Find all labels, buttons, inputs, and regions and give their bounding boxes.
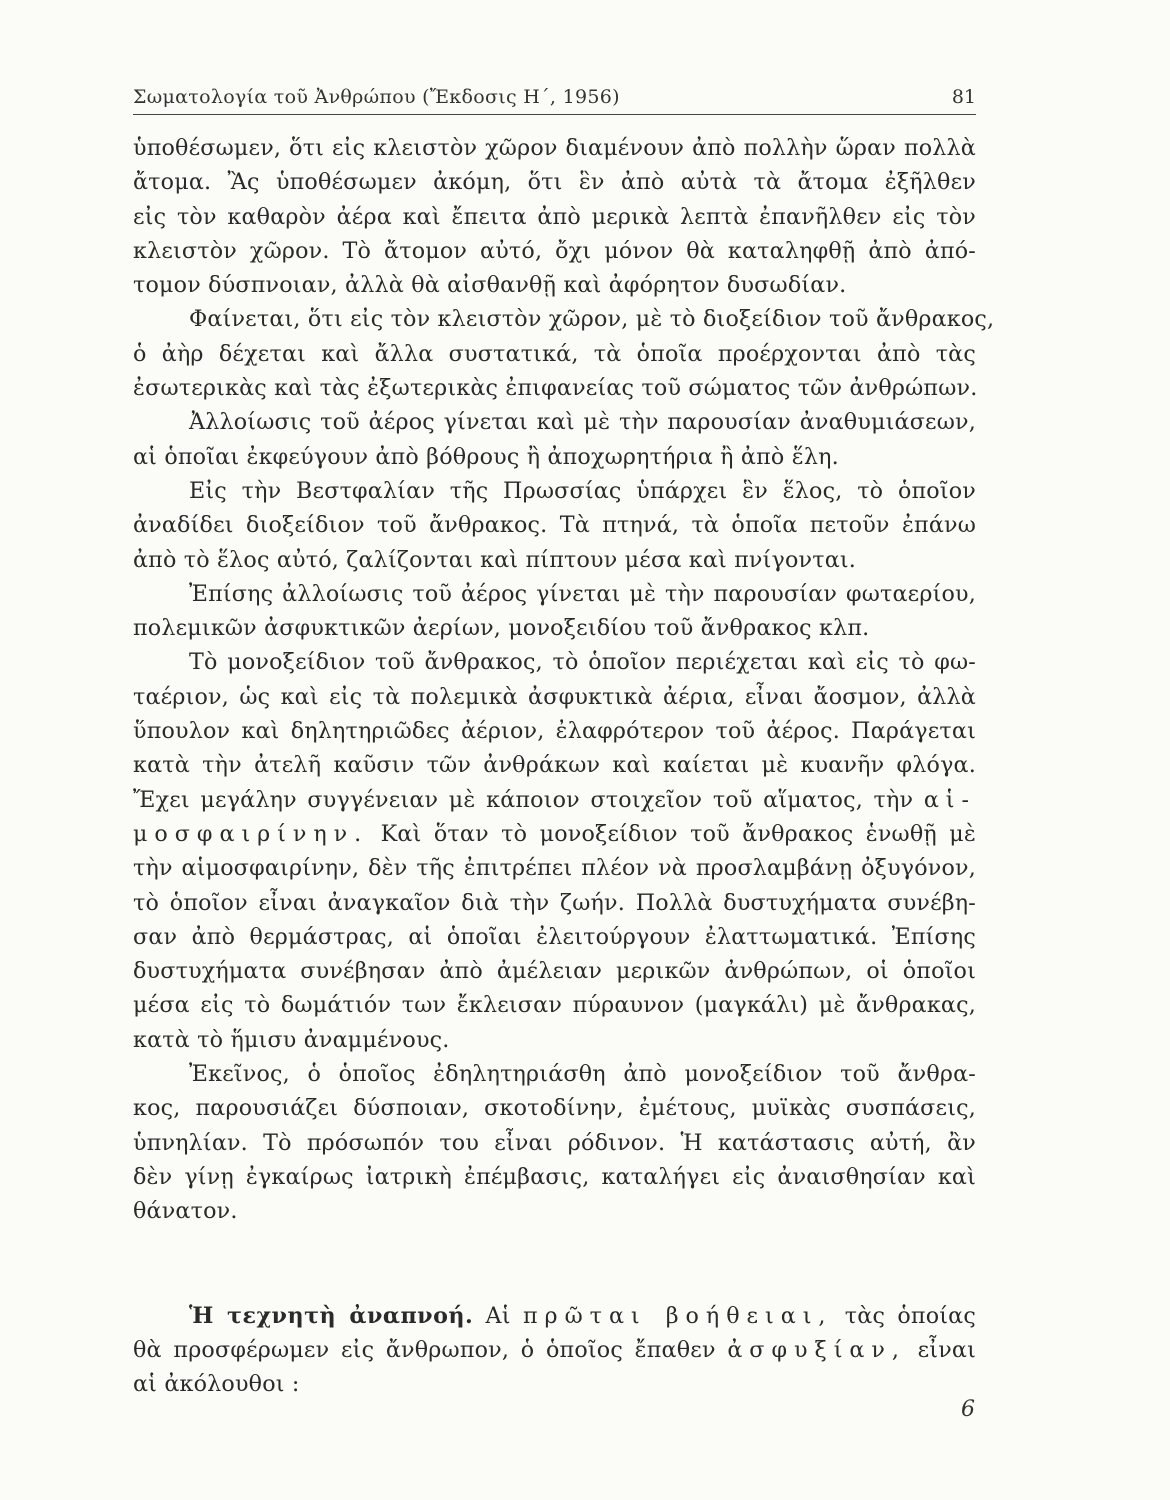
spaced-emphasis: αἱ-	[923, 786, 976, 813]
text-line: τὸ ὁποῖον εἶναι ἀναγκαῖον διὰ τὴν ζωήν. Πολλὰ δυστυχήματα συνέβη-	[133, 889, 976, 916]
body-text	[133, 131, 995, 1401]
text-run: Καὶ ὅταν τὸ μονοξείδιον τοῦ ἄνθρακος ἑνωθῇ μὲ	[380, 820, 976, 847]
text-run: Ἔχει μεγάλην συγγένειαν μὲ κάποιον στοιχεῖον τοῦ αἵματος, τὴν	[133, 786, 914, 813]
page-number: 81	[951, 86, 976, 108]
spaced-emphasis: ἀσφυξίαν,	[727, 1336, 906, 1363]
spaced-emphasis: πρῶται βοήθειαι,	[522, 1302, 833, 1329]
text-line: δυστυχήματα συνέβησαν ἀπὸ ἀμέλειαν μερικῶν ἀνθρώπων, οἱ ὁποῖοι	[133, 958, 976, 985]
text-line: τομον δύσπνοιαν, ἀλλὰ θὰ αἰσθανθῇ καὶ ἀφόρητον δυσωδίαν.	[133, 272, 847, 299]
text-line	[133, 1333, 976, 1367]
text-line: Εἰς τὴν Βεστφαλίαν τῆς Πρωσσίας ὑπάρχει ἓν ἕλος, τὸ ὁποῖον	[189, 477, 976, 504]
text-line: ἐσωτερικὰς καὶ τὰς ἐξωτερικὰς ἐπιφανείας τοῦ σώματος τῶν ἀνθρώπων.	[133, 375, 978, 402]
text-line: ἀπὸ τὸ ἕλος αὐτό, ζαλίζονται καὶ πίπτουν μέσα καὶ πνίγονται.	[133, 546, 857, 573]
text-line: ἄτομα. Ἂς ὑποθέσωμεν ἀκόμη, ὅτι ἓν ἀπὸ αὐτὰ τὰ ἄτομα ἐξῆλθεν	[133, 169, 976, 196]
page-header	[133, 84, 976, 115]
text-run: τὰς ὁποίας	[844, 1302, 976, 1329]
text-run: θὰ προσφέρωμεν εἰς ἄνθρωπον, ὁ ὁποῖος ἔπαθεν	[133, 1336, 716, 1363]
text-line: ταέριον, ὡς καὶ εἰς τὰ πολεμικὰ ἀσφυκτικὰ ἀέρια, εἶναι ἄοσμον, ἀλλὰ	[133, 683, 976, 710]
text-line: ὑπνηλίαν. Τὸ πρόσωπόν του εἶναι ρόδινον. Ἡ κατάστασις αὐτή, ἂν	[133, 1129, 976, 1156]
text-line: ὕπουλον καὶ δηλητηριῶδες ἀέριον, ἐλαφρότερον τοῦ ἀέρος. Παράγεται	[133, 718, 976, 745]
text-run: Αἱ	[485, 1302, 511, 1329]
spaced-emphasis: μοσφαιρίνην.	[133, 820, 369, 847]
text-line	[133, 817, 976, 851]
text-line: σαν ἀπὸ θερμάστρας, αἱ ὁποῖαι ἐλειτούργουν ἐλαττωματικά. Ἐπίσης	[133, 923, 976, 950]
text-line	[133, 783, 976, 817]
text-line: εἰς τὸν καθαρὸν ἀέρα καὶ ἔπειτα ἀπὸ μερικὰ λεπτὰ ἐπανῆλθεν εἰς τὸν	[133, 203, 976, 230]
text-line: Τὸ μονοξείδιον τοῦ ἄνθρακος, τὸ ὁποῖον περιέχεται καὶ εἰς τὸ φω-	[189, 649, 976, 676]
text-line: κλειστὸν χῶρον. Τὸ ἄτομον αὐτό, ὄχι μόνον θὰ καταληφθῇ ἀπὸ ἀπό-	[133, 237, 976, 264]
text-line: δὲν γίνῃ ἐγκαίρως ἰατρικὴ ἐπέμβασις, καταλήγει εἰς ἀναισθησίαν καὶ	[133, 1163, 976, 1190]
running-title: Σωματολογία τοῦ Ἀνθρώπου (Ἔκδοσις Η΄, 1956)	[133, 86, 620, 108]
section-heading: Ἡ τεχνητὴ ἀναπνοή.	[189, 1302, 474, 1329]
text-line: Ἐκεῖνος, ὁ ὁποῖος ἐδηλητηριάσθη ἀπὸ μονοξείδιον τοῦ ἄνθρα-	[189, 1061, 976, 1088]
section-first-line	[133, 1299, 976, 1333]
text-line: κος, παρουσιάζει δύσποιαν, σκοτοδίνην, ἐμέτους, μυϊκὰς συσπάσεις,	[133, 1095, 976, 1122]
text-line: θάνατον.	[133, 1198, 238, 1225]
text-line: τὴν αἱμοσφαιρίνην, δὲν τῆς ἐπιτρέπει πλέον νὰ προσλαμβάνῃ ὀξυγόνον,	[133, 855, 976, 882]
text-line: Φαίνεται, ὅτι εἰς τὸν κλειστὸν χῶρον, μὲ τὸ διοξείδιον τοῦ ἄνθρακος,	[189, 306, 995, 333]
text-line: αἱ ἀκόλουθοι :	[133, 1371, 300, 1398]
signature-mark: 6	[961, 1397, 975, 1422]
text-line: Ἀλλοίωσις τοῦ ἀέρος γίνεται καὶ μὲ τὴν παρουσίαν ἀναθυμιάσεων,	[189, 409, 976, 436]
text-line: αἱ ὁποῖαι ἐκφεύγουν ἀπὸ βόθρους ἢ ἀποχωρητήρια ἢ ἀπὸ ἕλη.	[133, 443, 839, 470]
text-line: κατὰ τὴν ἀτελῆ καῦσιν τῶν ἀνθράκων καὶ καίεται μὲ κυανῆν φλόγα.	[133, 752, 976, 779]
text-line: Ἐπίσης ἀλλοίωσις τοῦ ἀέρος γίνεται μὲ τὴν παρουσίαν φωταερίου,	[189, 580, 976, 607]
text-line: ὑποθέσωμεν, ὅτι εἰς κλειστὸν χῶρον διαμένουν ἀπὸ πολλὴν ὥραν πολλὰ	[133, 135, 976, 161]
text-line: πολεμικῶν ἀσφυκτικῶν ἀερίων, μονοξειδίου τοῦ ἄνθρακος κλπ.	[133, 615, 870, 642]
text-line: κατὰ τὸ ἥμισυ ἀναμμένους.	[133, 1026, 450, 1053]
text-run: εἶναι	[917, 1336, 976, 1363]
text-line: ὁ ἀὴρ δέχεται καὶ ἄλλα συστατικά, τὰ ὁποῖα προέρχονται ἀπὸ τὰς	[133, 340, 976, 367]
text-line: μέσα εἰς τὸ δωμάτιόν των ἔκλεισαν πύραυνον (μαγκάλι) μὲ ἄνθρακας,	[133, 992, 976, 1019]
text-line: ἀναδίδει διοξείδιον τοῦ ἄνθρακος. Τὰ πτηνά, τὰ ὁποῖα πετοῦν ἐπάνω	[133, 512, 976, 539]
